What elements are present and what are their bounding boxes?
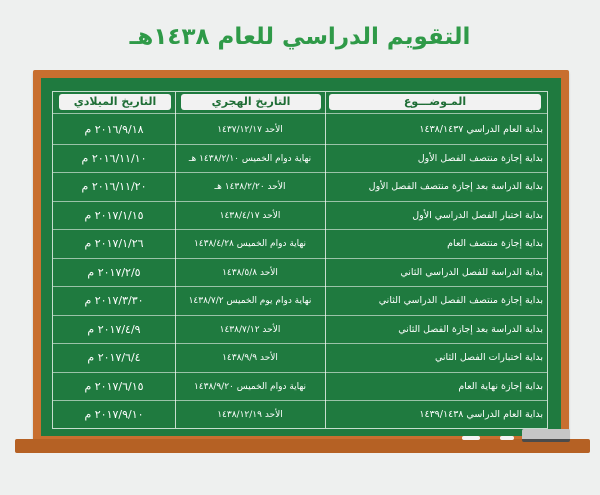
hijri-date-cell: الأحد ١٤٣٨/٧/١٢ <box>219 324 281 335</box>
subject-cell: بداية إجازة منتصف الفصل الأول <box>417 152 543 164</box>
subject-cell: بداية العام الدراسي ١٤٣٩/١٤٣٨ <box>419 409 543 420</box>
table-row <box>53 316 547 344</box>
subject-cell: بداية إجازة منتصف الفصل الدراسي الثاني <box>378 295 543 306</box>
table-row <box>53 116 547 144</box>
hijri-date-cell: نهاية دوام الخميس ١٤٣٨/٤/٢٨ <box>193 239 307 249</box>
table-row <box>53 373 547 401</box>
header-subject: المـوضـــوع <box>329 94 541 110</box>
table-header <box>53 92 547 113</box>
gregorian-date-cell: ٢٠١٧/٩/١٠ م <box>84 408 144 421</box>
hijri-date-cell: الأحد ١٤٣٨/١٢/١٩ <box>217 410 283 420</box>
gregorian-date-cell: ٢٠١٦/١١/١٠ م <box>81 151 147 165</box>
hijri-date-cell: نهاية دوام الخميس ١٤٣٨/٩/٢٠ <box>193 381 307 392</box>
row-divider <box>53 113 547 114</box>
hijri-date-cell: الأحد ١٤٣٨/٢/٢٠ هـ <box>214 182 286 192</box>
table-row <box>53 401 547 429</box>
subject-cell: بداية إجازة نهاية العام <box>458 380 543 392</box>
gregorian-date-cell: ٢٠١٧/٦/١٥ م <box>84 379 144 393</box>
chalkboard-ledge <box>15 439 590 453</box>
gregorian-date-cell: ٢٠١٧/١/٢٦ م <box>84 237 144 250</box>
table-row <box>53 230 547 258</box>
hijri-date-cell: الأحد ١٤٣٨/٥/٨ <box>222 267 278 278</box>
header-gregorian-date: التاريخ الميلادي <box>59 94 171 110</box>
hijri-date-cell: الأحد ١٤٣٨/٤/١٧ <box>219 210 281 221</box>
calendar-table <box>52 91 548 429</box>
hijri-date-cell: نهاية دوام الخميس ١٤٣٨/٢/١٠ هـ <box>188 153 312 164</box>
page-title: التقويم الدراسي للعام ١٤٣٨هـ <box>129 24 471 50</box>
table-row <box>53 173 547 201</box>
table-row <box>53 259 547 287</box>
table-row <box>53 287 547 315</box>
gregorian-date-cell: ٢٠١٧/٣/٣٠ م <box>84 294 144 307</box>
header-hijri-date: التاريخ الهجري <box>181 94 321 110</box>
subject-cell: بداية اختبار الفصل الدراسي الأول <box>412 209 543 221</box>
gregorian-date-cell: ٢٠١٧/٢/٥ م <box>87 265 141 279</box>
hijri-date-cell: الأحد ١٤٣٨/٩/٩ <box>222 353 278 363</box>
subject-cell: بداية العام الدراسي ١٤٣٨/١٤٣٧ <box>419 124 543 135</box>
gregorian-date-cell: ٢٠١٧/١/١٥ م <box>84 208 144 222</box>
gregorian-date-cell: ٢٠١٦/١١/٢٠ م <box>81 180 147 193</box>
gregorian-date-cell: ٢٠١٧/٦/٤ م <box>87 351 141 364</box>
subject-cell: بداية إجازة منتصف العام <box>447 238 543 249</box>
subject-cell: بداية الدراسة للفصل الدراسي الثاني <box>400 266 543 278</box>
table-row <box>53 202 547 230</box>
hijri-date-cell: الأحد ١٤٣٧/١٢/١٧ <box>217 125 283 135</box>
table-row <box>53 344 547 372</box>
subject-cell: بداية الدراسة بعد إجازة منتصف الفصل الأول <box>368 181 543 192</box>
chalk-piece <box>500 436 514 440</box>
table-row <box>53 145 547 173</box>
subject-cell: بداية الدراسة بعد إجازة الفصل الثاني <box>398 323 543 335</box>
gregorian-date-cell: ٢٠١٧/٤/٩ م <box>87 322 141 336</box>
subject-cell: بداية اختبارات الفصل الثاني <box>434 352 543 363</box>
eraser-icon <box>522 429 570 442</box>
hijri-date-cell: نهاية دوام يوم الخميس ١٤٣٨/٧/٢ <box>188 296 312 306</box>
chalk-piece <box>462 436 480 440</box>
gregorian-date-cell: ٢٠١٦/٩/١٨ م <box>84 123 144 136</box>
